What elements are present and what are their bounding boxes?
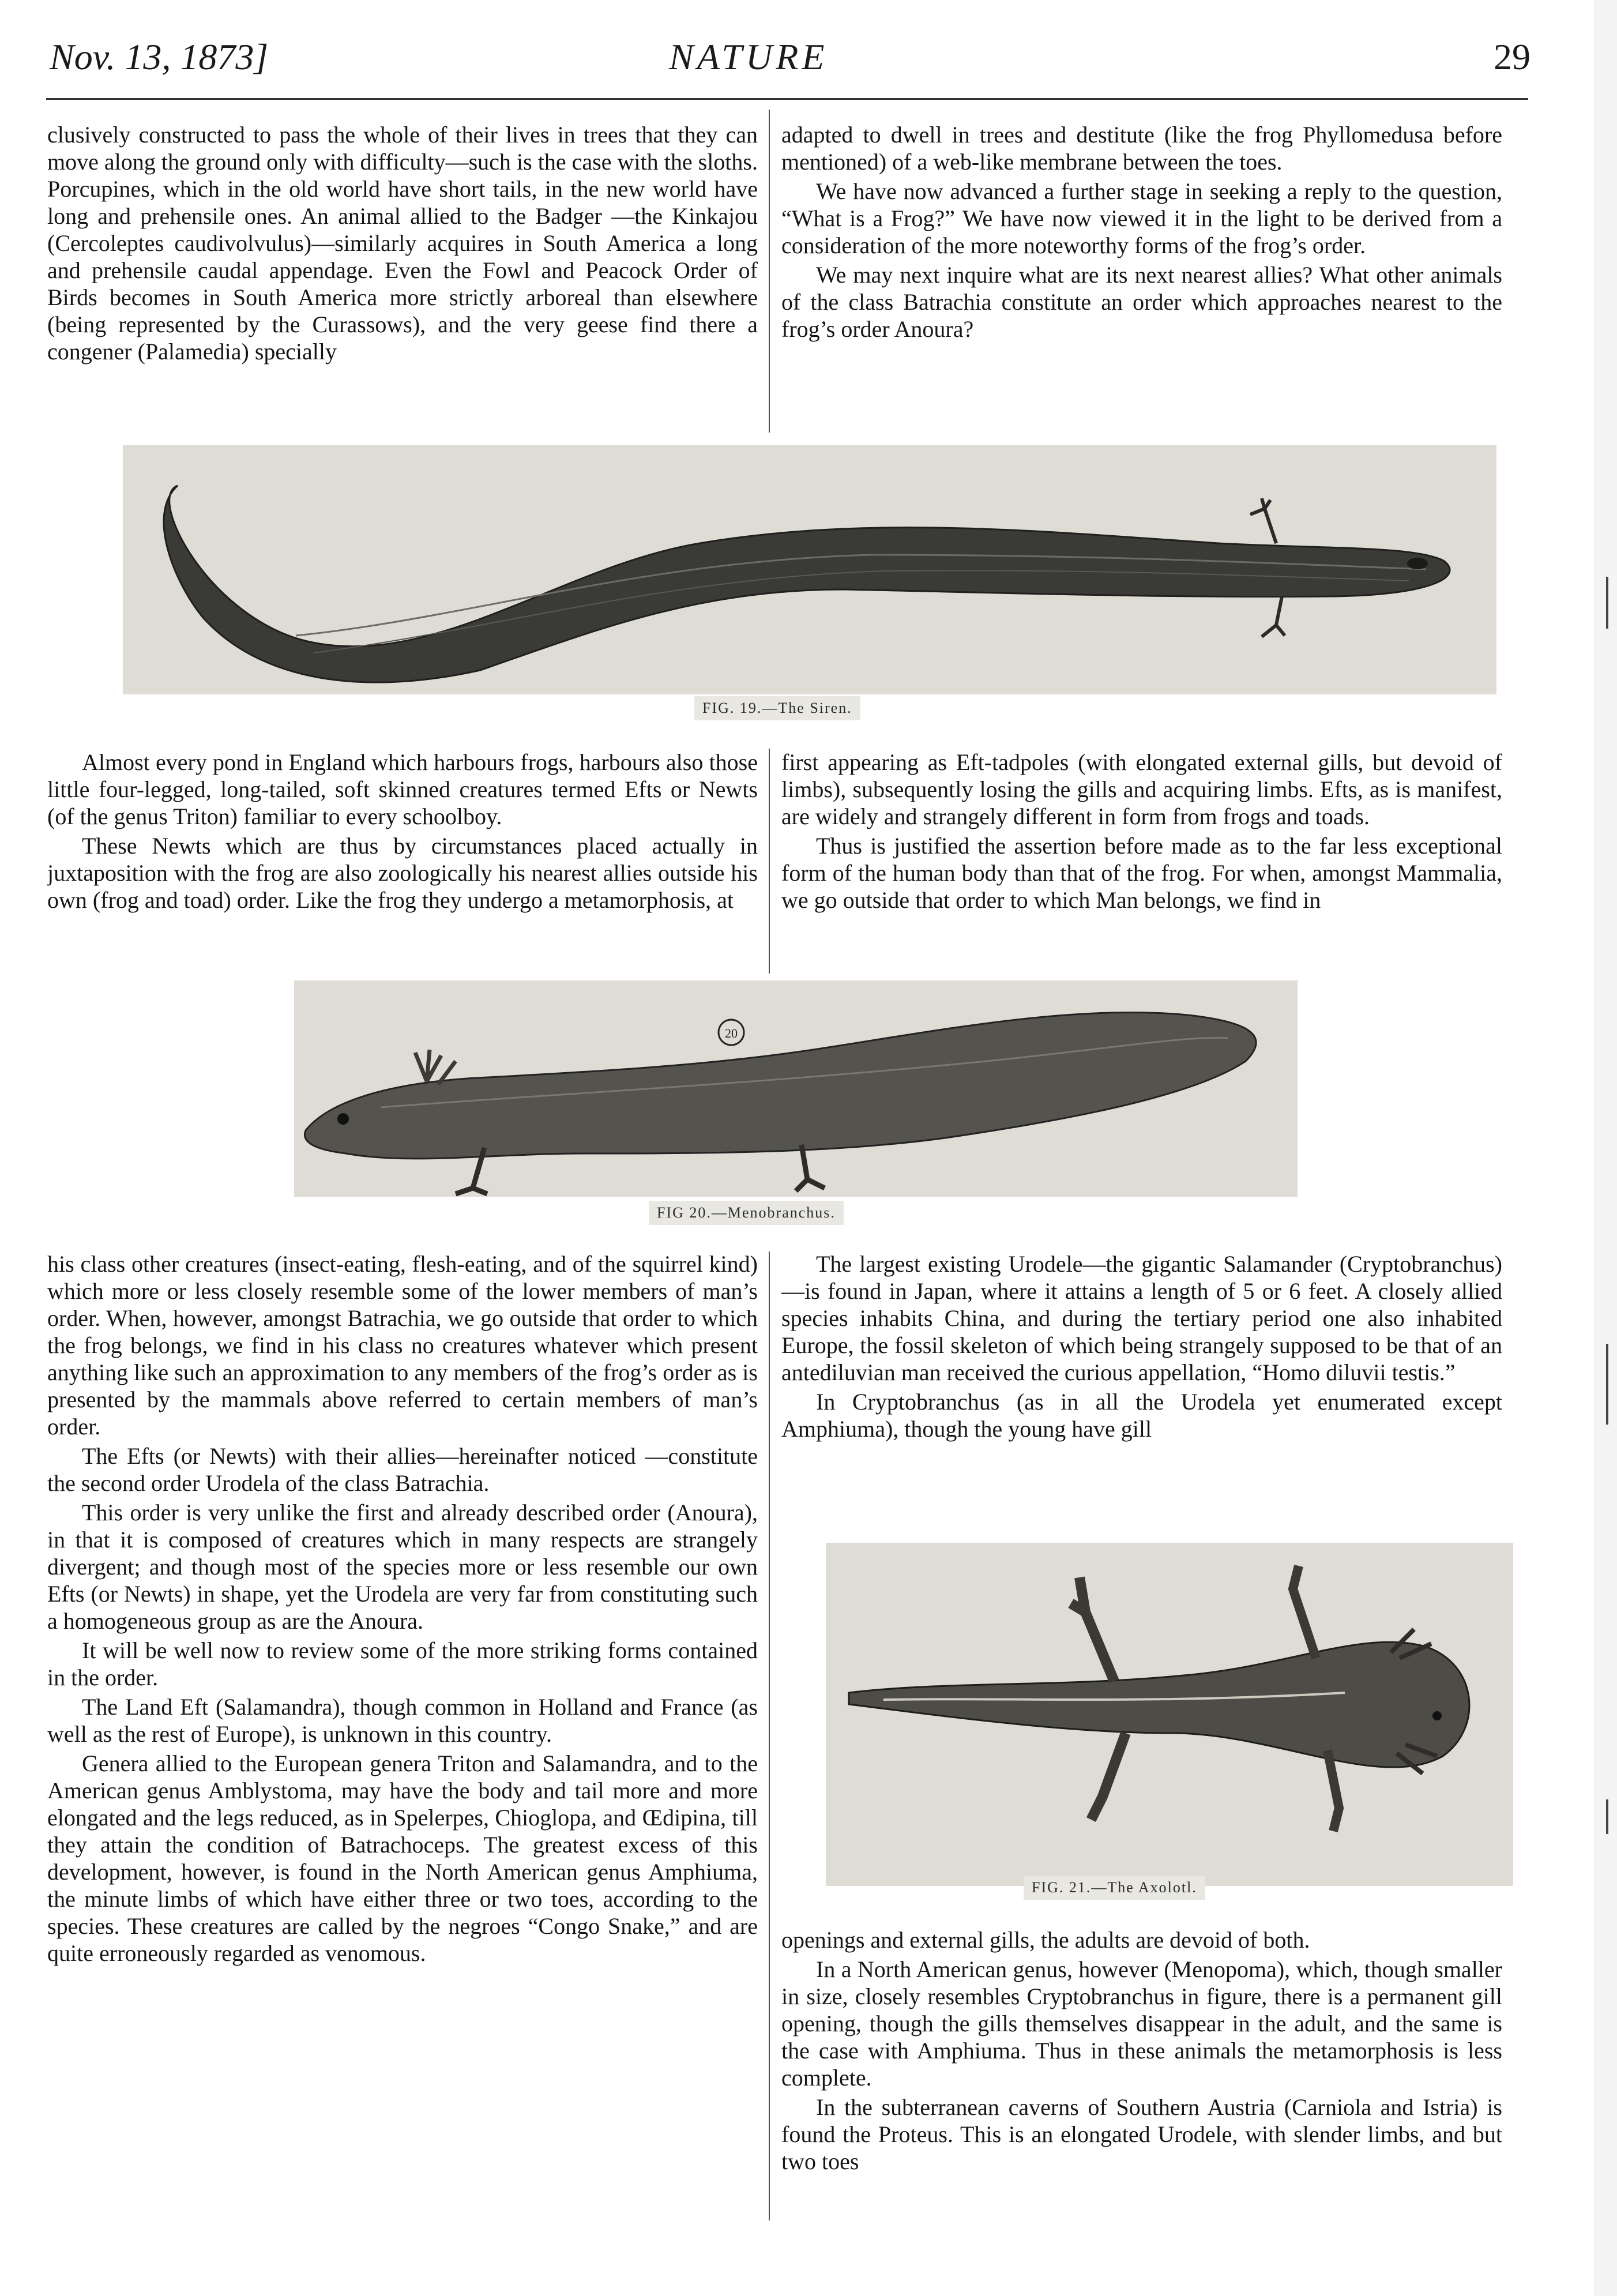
scan-edge-mark xyxy=(1606,1799,1608,1834)
paragraph: adapted to dwell in trees and destitute (like the frog Phyllomedusa before mentioned) of a web-like membrane between the toes. xyxy=(781,122,1502,175)
figure-axolotl xyxy=(826,1543,1513,1886)
axolotl-hind-leg xyxy=(1091,1733,1126,1820)
column-divider xyxy=(769,1252,770,2220)
column-divider xyxy=(769,110,770,433)
figure-menobranchus xyxy=(294,980,1298,1197)
siren-illustration xyxy=(123,445,1496,694)
column-middle-right xyxy=(781,749,1502,979)
siren-front-leg xyxy=(1262,596,1285,637)
paragraph: This order is very unlike the first and already described order (Anoura), in that it is composed of creatures which in many respects are strangely divergent; and though most of the species more or less resemble our own Efts (or Newts) in shape, yet the Urodela are very far from constituting such a homogeneous group as are the Anoura. xyxy=(47,1500,758,1634)
header-rule xyxy=(46,98,1528,100)
paragraph: It will be well now to review some of the more striking forms contained in the order. xyxy=(47,1637,758,1690)
column-bottom-right-lower xyxy=(781,1926,1502,2226)
column-top-left xyxy=(47,121,758,444)
scan-edge-mark xyxy=(1606,577,1608,629)
paragraph: clusively constructed to pass the whole of their lives in trees that they can move along the ground only with difficulty—such is the case with the sloths. Porcupines, which in the old world have short tails, in the new world have long and prehensile ones. An animal allied to the Badger —the Kinkajou (Cercoleptes caudivolvulus)—similarly acquires in South America a long and prehensile caudal appendage. Even the Fowl and Peacock Order of Birds becomes in South America more strictly arboreal than elsewhere (being represented by the Curassows), and the very geese find there a congener (Palamedia) specially xyxy=(47,122,758,364)
running-header-date: Nov. 13, 1873] xyxy=(50,36,269,77)
paragraph: The Land Eft (Salamandra), though common in Holland and France (as well as the rest of Europe), is unknown in this country. xyxy=(47,1694,758,1747)
paragraph: his class other creatures (insect-eating, flesh-eating, and of the squirrel kind) which more or less closely resemble some of the lower members of man’s order. When, however, amongst Batrachia, we go outside that order to which the frog belongs, we find in his class no creatures whatever which present anything like such an approximation to any members of the frog’s order as is presented by the mammals above referred to certain members of man’s order. xyxy=(47,1251,758,1440)
paragraph: We may next inquire what are its next nearest allies? What other animals of the class Batrachia constitute an order which approaches nearest to the frog’s order Anoura? xyxy=(781,262,1502,342)
figure-caption-19: FIG. 19.—The Siren. xyxy=(694,696,860,720)
paragraph: In a North American genus, however (Menopoma), which, though smaller in size, closely resembles Cryptobranchus in figure, there is a permanent gill opening, though the gills themselves disappear in the adult, and the same is the case with Amphiuma. Thus in these animals the metamorphosis is less complete. xyxy=(781,1956,1502,2091)
axolotl-eye xyxy=(1432,1711,1442,1720)
paragraph: We have now advanced a further stage in seeking a reply to the question, “What is a Frog?” We have now viewed it in the light to be derived from a consideration of the more noteworthy forms of the frog’s order. xyxy=(781,178,1502,258)
page-number: 29 xyxy=(1494,36,1530,77)
axolotl-body xyxy=(849,1642,1469,1767)
axolotl-front-leg xyxy=(1328,1750,1339,1831)
figure-siren xyxy=(123,445,1496,694)
journal-title: NATURE xyxy=(669,36,828,77)
axolotl-illustration xyxy=(826,1543,1513,1886)
paragraph: Thus is justified the assertion before made as to the far less exceptional form of the human body than that of the frog. For when, amongst Mammalia, we go outside that order to which Man belongs, we find in xyxy=(781,833,1502,913)
siren-eye xyxy=(1407,558,1428,569)
axolotl-front-leg xyxy=(1293,1566,1316,1658)
paragraph: first appearing as Eft-tadpoles (with elongated external gills, but devoid of limbs), subsequently losing the gills and acquiring limbs. Efts, as is manifest, are widely and strangely different in form from frogs and toads. xyxy=(781,749,1502,829)
paragraph: Almost every pond in England which harbours frogs, harbours also those little four-legged, long-tailed, soft skinned creatures termed Efts or Newts (of the genus Triton) familiar to every schoolboy. xyxy=(47,749,758,829)
menobranchus-illustration xyxy=(294,980,1298,1197)
paragraph: The Efts (or Newts) with their allies—hereinafter noticed —constitute the second order Urodela of the class Batrachia. xyxy=(47,1443,758,1496)
figure-number-label: 20 xyxy=(725,1026,738,1040)
figure-caption-21: FIG. 21.—The Axolotl. xyxy=(1024,1876,1205,1900)
menobranchus-gills xyxy=(415,1050,456,1084)
column-top-right xyxy=(781,121,1502,444)
paragraph: In Cryptobranchus (as in all the Urodela yet enumerated except Amphiuma), though the young have gill xyxy=(781,1389,1502,1442)
paragraph: Genera allied to the European genera Triton and Salamandra, and to the American genus Amblystoma, may have the body and tail more and more elongated and the legs reduced, as in Spelerpes, Chioglopa, and Œdipina, till they attain the condition of Batrachoceps. The greatest excess of this development, however, is found in the North American genus Amphiuma, the minute limbs of which have either three or two toes, according to the species. These creatures are called by the negroes “Congo Snake,” and are quite erroneously regarded as venomous. xyxy=(47,1750,758,1966)
column-divider xyxy=(769,749,770,974)
menobranchus-eye xyxy=(337,1113,349,1125)
siren-body xyxy=(164,486,1450,682)
column-bottom-right-upper xyxy=(781,1250,1502,1527)
column-middle-left xyxy=(47,749,758,979)
paragraph: In the subterranean caverns of Southern Austria (Carniola and Istria) is found the Proteus. This is an elongated Urodele, with slender limbs, and but two toes xyxy=(781,2094,1502,2174)
column-bottom-left xyxy=(47,1250,758,2219)
scan-edge-mark xyxy=(1606,1344,1608,1425)
scan-edge xyxy=(1594,0,1617,2296)
paragraph: openings and external gills, the adults are devoid of both. xyxy=(781,1927,1310,1953)
paragraph: The largest existing Urodele—the gigantic Salamander (Cryptobranchus)—is found in Japan, where it attains a length of 5 or 6 feet. A closely allied species inhabits China, and during the tertiary period one also inhabited Europe, the fossil skeleton of which being strangely supposed to be that of an antediluvian man received the curious appellation, “Homo diluvii testis.” xyxy=(781,1251,1502,1385)
menobranchus-hind-leg xyxy=(796,1145,825,1191)
figure-caption-20: FIG 20.—Menobranchus. xyxy=(649,1201,844,1225)
menobranchus-body xyxy=(304,1012,1256,1158)
siren-front-leg xyxy=(1250,498,1276,543)
axolotl-hind-leg xyxy=(1071,1577,1114,1681)
paragraph: These Newts which are thus by circumstances placed actually in juxtaposition with the frog are also zoologically his nearest allies outside his own (frog and toad) order. Like the frog they undergo a metamorphosis, at xyxy=(47,833,758,913)
